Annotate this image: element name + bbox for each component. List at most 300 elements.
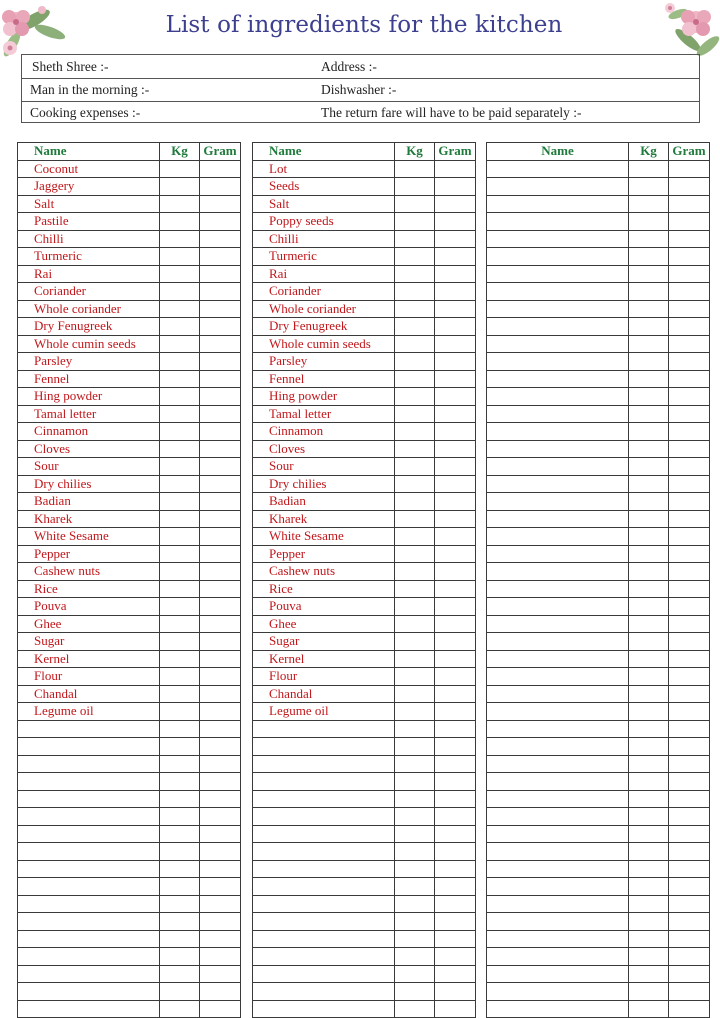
kg-cell[interactable] xyxy=(160,493,200,511)
kg-cell[interactable] xyxy=(395,580,435,598)
kg-cell[interactable] xyxy=(395,790,435,808)
kg-cell[interactable] xyxy=(160,545,200,563)
gram-cell[interactable] xyxy=(200,160,241,178)
kg-cell[interactable] xyxy=(629,178,669,196)
gram-cell[interactable] xyxy=(435,738,476,756)
gram-cell[interactable] xyxy=(435,720,476,738)
kg-cell[interactable] xyxy=(160,650,200,668)
gram-cell[interactable] xyxy=(200,633,241,651)
kg-cell[interactable] xyxy=(160,248,200,266)
gram-cell[interactable] xyxy=(200,930,241,948)
gram-cell[interactable] xyxy=(435,948,476,966)
kg-cell[interactable] xyxy=(629,895,669,913)
gram-cell[interactable] xyxy=(435,248,476,266)
kg-cell[interactable] xyxy=(629,598,669,616)
kg-cell[interactable] xyxy=(160,178,200,196)
gram-cell[interactable] xyxy=(435,178,476,196)
kg-cell[interactable] xyxy=(629,335,669,353)
gram-cell[interactable] xyxy=(435,615,476,633)
kg-cell[interactable] xyxy=(160,440,200,458)
gram-cell[interactable] xyxy=(435,545,476,563)
gram-cell[interactable] xyxy=(200,860,241,878)
kg-cell[interactable] xyxy=(629,668,669,686)
gram-cell[interactable] xyxy=(200,703,241,721)
gram-cell[interactable] xyxy=(435,930,476,948)
gram-cell[interactable] xyxy=(200,615,241,633)
kg-cell[interactable] xyxy=(395,283,435,301)
kg-cell[interactable] xyxy=(160,965,200,983)
gram-cell[interactable] xyxy=(669,353,710,371)
kg-cell[interactable] xyxy=(629,1000,669,1018)
gram-cell[interactable] xyxy=(200,545,241,563)
gram-cell[interactable] xyxy=(669,598,710,616)
gram-cell[interactable] xyxy=(200,808,241,826)
kg-cell[interactable] xyxy=(629,283,669,301)
gram-cell[interactable] xyxy=(200,790,241,808)
gram-cell[interactable] xyxy=(435,598,476,616)
gram-cell[interactable] xyxy=(435,860,476,878)
column-header-gram: Gram xyxy=(200,143,241,161)
gram-cell[interactable] xyxy=(200,195,241,213)
kg-cell[interactable] xyxy=(629,545,669,563)
gram-cell[interactable] xyxy=(435,335,476,353)
kg-cell[interactable] xyxy=(395,440,435,458)
gram-cell[interactable] xyxy=(435,370,476,388)
gram-cell[interactable] xyxy=(200,283,241,301)
kg-cell[interactable] xyxy=(160,860,200,878)
kg-cell[interactable] xyxy=(629,843,669,861)
gram-cell[interactable] xyxy=(669,493,710,511)
gram-cell[interactable] xyxy=(200,248,241,266)
kg-cell[interactable] xyxy=(395,405,435,423)
kg-cell[interactable] xyxy=(160,388,200,406)
kg-cell[interactable] xyxy=(395,983,435,1001)
kg-cell[interactable] xyxy=(629,353,669,371)
kg-cell[interactable] xyxy=(160,318,200,336)
kg-cell[interactable] xyxy=(160,405,200,423)
gram-cell[interactable] xyxy=(200,230,241,248)
gram-cell[interactable] xyxy=(669,423,710,441)
kg-cell[interactable] xyxy=(395,178,435,196)
kg-cell[interactable] xyxy=(395,318,435,336)
table-row xyxy=(487,248,710,266)
gram-cell[interactable] xyxy=(200,843,241,861)
gram-cell[interactable] xyxy=(435,668,476,686)
kg-cell[interactable] xyxy=(395,948,435,966)
kg-cell[interactable] xyxy=(395,895,435,913)
gram-cell[interactable] xyxy=(669,983,710,1001)
kg-cell[interactable] xyxy=(160,283,200,301)
kg-cell[interactable] xyxy=(395,388,435,406)
gram-cell[interactable] xyxy=(669,475,710,493)
kg-cell[interactable] xyxy=(160,230,200,248)
gram-cell[interactable] xyxy=(669,755,710,773)
gram-cell[interactable] xyxy=(435,773,476,791)
kg-cell[interactable] xyxy=(160,615,200,633)
kg-cell[interactable] xyxy=(629,248,669,266)
kg-cell[interactable] xyxy=(395,510,435,528)
gram-cell[interactable] xyxy=(435,878,476,896)
kg-cell[interactable] xyxy=(395,860,435,878)
gram-cell[interactable] xyxy=(669,650,710,668)
gram-cell[interactable] xyxy=(435,843,476,861)
kg-cell[interactable] xyxy=(629,860,669,878)
gram-cell[interactable] xyxy=(669,843,710,861)
gram-cell[interactable] xyxy=(200,825,241,843)
gram-cell[interactable] xyxy=(200,913,241,931)
gram-cell[interactable] xyxy=(669,545,710,563)
gram-cell[interactable] xyxy=(200,493,241,511)
kg-cell[interactable] xyxy=(629,563,669,581)
gram-cell[interactable] xyxy=(200,895,241,913)
kg-cell[interactable] xyxy=(395,668,435,686)
kg-cell[interactable] xyxy=(629,773,669,791)
kg-cell[interactable] xyxy=(395,685,435,703)
gram-cell[interactable] xyxy=(435,965,476,983)
gram-cell[interactable] xyxy=(435,703,476,721)
kg-cell[interactable] xyxy=(160,475,200,493)
kg-cell[interactable] xyxy=(160,930,200,948)
kg-cell[interactable] xyxy=(629,738,669,756)
kg-cell[interactable] xyxy=(160,843,200,861)
gram-cell[interactable] xyxy=(200,300,241,318)
kg-cell[interactable] xyxy=(629,878,669,896)
gram-cell[interactable] xyxy=(669,965,710,983)
gram-cell[interactable] xyxy=(435,160,476,178)
gram-cell[interactable] xyxy=(200,598,241,616)
gram-cell[interactable] xyxy=(669,160,710,178)
gram-cell[interactable] xyxy=(200,720,241,738)
gram-cell[interactable] xyxy=(669,685,710,703)
kg-cell[interactable] xyxy=(629,370,669,388)
gram-cell[interactable] xyxy=(669,283,710,301)
kg-cell[interactable] xyxy=(160,808,200,826)
kg-cell[interactable] xyxy=(395,703,435,721)
kg-cell[interactable] xyxy=(395,965,435,983)
gram-cell[interactable] xyxy=(669,860,710,878)
kg-cell[interactable] xyxy=(160,563,200,581)
gram-cell[interactable] xyxy=(669,388,710,406)
gram-cell[interactable] xyxy=(435,405,476,423)
kg-cell[interactable] xyxy=(629,755,669,773)
kg-cell[interactable] xyxy=(395,230,435,248)
kg-cell[interactable] xyxy=(629,458,669,476)
gram-cell[interactable] xyxy=(669,895,710,913)
gram-cell[interactable] xyxy=(200,983,241,1001)
kg-cell[interactable] xyxy=(629,948,669,966)
kg-cell[interactable] xyxy=(629,930,669,948)
gram-cell[interactable] xyxy=(669,703,710,721)
gram-cell[interactable] xyxy=(200,405,241,423)
gram-cell[interactable] xyxy=(200,650,241,668)
gram-cell[interactable] xyxy=(669,230,710,248)
kg-cell[interactable] xyxy=(629,265,669,283)
kg-cell[interactable] xyxy=(395,720,435,738)
kg-cell[interactable] xyxy=(160,370,200,388)
gram-cell[interactable] xyxy=(435,230,476,248)
gram-cell[interactable] xyxy=(669,510,710,528)
kg-cell[interactable] xyxy=(629,720,669,738)
kg-cell[interactable] xyxy=(395,878,435,896)
ingredient-name-cell xyxy=(18,965,160,983)
gram-cell[interactable] xyxy=(200,265,241,283)
gram-cell[interactable] xyxy=(200,370,241,388)
gram-cell[interactable] xyxy=(669,265,710,283)
kg-cell[interactable] xyxy=(160,668,200,686)
kg-cell[interactable] xyxy=(160,913,200,931)
kg-cell[interactable] xyxy=(629,318,669,336)
gram-cell[interactable] xyxy=(200,318,241,336)
gram-cell[interactable] xyxy=(669,213,710,231)
kg-cell[interactable] xyxy=(395,458,435,476)
kg-cell[interactable] xyxy=(629,808,669,826)
kg-cell[interactable] xyxy=(629,790,669,808)
gram-cell[interactable] xyxy=(200,1000,241,1018)
gram-cell[interactable] xyxy=(200,440,241,458)
kg-cell[interactable] xyxy=(395,528,435,546)
gram-cell[interactable] xyxy=(669,878,710,896)
gram-cell[interactable] xyxy=(669,405,710,423)
gram-cell[interactable] xyxy=(669,458,710,476)
gram-cell[interactable] xyxy=(200,423,241,441)
gram-cell[interactable] xyxy=(435,790,476,808)
kg-cell[interactable] xyxy=(160,510,200,528)
gram-cell[interactable] xyxy=(200,965,241,983)
kg-cell[interactable] xyxy=(395,773,435,791)
kg-cell[interactable] xyxy=(629,213,669,231)
kg-cell[interactable] xyxy=(395,930,435,948)
kg-cell[interactable] xyxy=(395,493,435,511)
gram-cell[interactable] xyxy=(669,913,710,931)
gram-cell[interactable] xyxy=(435,1000,476,1018)
kg-cell[interactable] xyxy=(629,965,669,983)
kg-cell[interactable] xyxy=(160,353,200,371)
gram-cell[interactable] xyxy=(200,178,241,196)
gram-cell[interactable] xyxy=(669,948,710,966)
gram-cell[interactable] xyxy=(435,755,476,773)
kg-cell[interactable] xyxy=(160,1000,200,1018)
kg-cell[interactable] xyxy=(160,528,200,546)
gram-cell[interactable] xyxy=(435,563,476,581)
gram-cell[interactable] xyxy=(435,510,476,528)
gram-cell[interactable] xyxy=(435,580,476,598)
gram-cell[interactable] xyxy=(435,440,476,458)
gram-cell[interactable] xyxy=(435,895,476,913)
table-row xyxy=(253,475,476,493)
gram-cell[interactable] xyxy=(669,318,710,336)
gram-cell[interactable] xyxy=(435,493,476,511)
gram-cell[interactable] xyxy=(200,773,241,791)
gram-cell[interactable] xyxy=(200,335,241,353)
kg-cell[interactable] xyxy=(629,913,669,931)
gram-cell[interactable] xyxy=(669,790,710,808)
kg-cell[interactable] xyxy=(629,405,669,423)
gram-cell[interactable] xyxy=(200,458,241,476)
kg-cell[interactable] xyxy=(395,563,435,581)
gram-cell[interactable] xyxy=(435,195,476,213)
kg-cell[interactable] xyxy=(160,983,200,1001)
kg-cell[interactable] xyxy=(629,983,669,1001)
kg-cell[interactable] xyxy=(395,738,435,756)
gram-cell[interactable] xyxy=(669,720,710,738)
kg-cell[interactable] xyxy=(395,755,435,773)
kg-cell[interactable] xyxy=(395,808,435,826)
kg-cell[interactable] xyxy=(395,353,435,371)
gram-cell[interactable] xyxy=(669,178,710,196)
kg-cell[interactable] xyxy=(160,773,200,791)
gram-cell[interactable] xyxy=(669,300,710,318)
kg-cell[interactable] xyxy=(395,265,435,283)
kg-cell[interactable] xyxy=(160,755,200,773)
kg-cell[interactable] xyxy=(160,825,200,843)
gram-cell[interactable] xyxy=(200,878,241,896)
kg-cell[interactable] xyxy=(629,493,669,511)
gram-cell[interactable] xyxy=(669,773,710,791)
kg-cell[interactable] xyxy=(160,895,200,913)
gram-cell[interactable] xyxy=(669,563,710,581)
kg-cell[interactable] xyxy=(395,545,435,563)
gram-cell[interactable] xyxy=(435,458,476,476)
kg-cell[interactable] xyxy=(395,650,435,668)
kg-cell[interactable] xyxy=(395,248,435,266)
kg-cell[interactable] xyxy=(160,948,200,966)
kg-cell[interactable] xyxy=(395,825,435,843)
kg-cell[interactable] xyxy=(160,738,200,756)
kg-cell[interactable] xyxy=(395,423,435,441)
kg-cell[interactable] xyxy=(395,1000,435,1018)
gram-cell[interactable] xyxy=(200,563,241,581)
kg-cell[interactable] xyxy=(160,213,200,231)
gram-cell[interactable] xyxy=(669,633,710,651)
kg-cell[interactable] xyxy=(160,423,200,441)
gram-cell[interactable] xyxy=(669,528,710,546)
kg-cell[interactable] xyxy=(629,475,669,493)
kg-cell[interactable] xyxy=(629,650,669,668)
gram-cell[interactable] xyxy=(200,510,241,528)
kg-cell[interactable] xyxy=(160,720,200,738)
kg-cell[interactable] xyxy=(395,370,435,388)
gram-cell[interactable] xyxy=(435,265,476,283)
gram-cell[interactable] xyxy=(669,615,710,633)
gram-cell[interactable] xyxy=(669,248,710,266)
ingredient-name-cell xyxy=(18,860,160,878)
gram-cell[interactable] xyxy=(200,353,241,371)
gram-cell[interactable] xyxy=(435,475,476,493)
kg-cell[interactable] xyxy=(395,615,435,633)
kg-cell[interactable] xyxy=(160,265,200,283)
gram-cell[interactable] xyxy=(435,423,476,441)
kg-cell[interactable] xyxy=(395,195,435,213)
kg-cell[interactable] xyxy=(395,598,435,616)
gram-cell[interactable] xyxy=(669,738,710,756)
gram-cell[interactable] xyxy=(435,528,476,546)
kg-cell[interactable] xyxy=(629,195,669,213)
kg-cell[interactable] xyxy=(629,160,669,178)
kg-cell[interactable] xyxy=(629,440,669,458)
gram-cell[interactable] xyxy=(435,213,476,231)
kg-cell[interactable] xyxy=(629,633,669,651)
gram-cell[interactable] xyxy=(435,685,476,703)
gram-cell[interactable] xyxy=(200,388,241,406)
gram-cell[interactable] xyxy=(435,283,476,301)
gram-cell[interactable] xyxy=(669,808,710,826)
kg-cell[interactable] xyxy=(629,615,669,633)
kg-cell[interactable] xyxy=(629,580,669,598)
kg-cell[interactable] xyxy=(629,703,669,721)
kg-cell[interactable] xyxy=(629,528,669,546)
kg-cell[interactable] xyxy=(160,633,200,651)
kg-cell[interactable] xyxy=(395,335,435,353)
gram-cell[interactable] xyxy=(200,213,241,231)
kg-cell[interactable] xyxy=(160,685,200,703)
kg-cell[interactable] xyxy=(395,843,435,861)
kg-cell[interactable] xyxy=(160,458,200,476)
kg-cell[interactable] xyxy=(629,300,669,318)
gram-cell[interactable] xyxy=(435,650,476,668)
kg-cell[interactable] xyxy=(629,388,669,406)
gram-cell[interactable] xyxy=(200,528,241,546)
gram-cell[interactable] xyxy=(200,580,241,598)
gram-cell[interactable] xyxy=(669,930,710,948)
gram-cell[interactable] xyxy=(435,633,476,651)
kg-cell[interactable] xyxy=(160,300,200,318)
kg-cell[interactable] xyxy=(160,878,200,896)
gram-cell[interactable] xyxy=(435,353,476,371)
kg-cell[interactable] xyxy=(395,300,435,318)
kg-cell[interactable] xyxy=(629,230,669,248)
kg-cell[interactable] xyxy=(629,825,669,843)
kg-cell[interactable] xyxy=(160,598,200,616)
kg-cell[interactable] xyxy=(395,213,435,231)
kg-cell[interactable] xyxy=(395,913,435,931)
kg-cell[interactable] xyxy=(629,510,669,528)
kg-cell[interactable] xyxy=(395,475,435,493)
gram-cell[interactable] xyxy=(435,300,476,318)
gram-cell[interactable] xyxy=(669,440,710,458)
kg-cell[interactable] xyxy=(160,195,200,213)
kg-cell[interactable] xyxy=(160,335,200,353)
gram-cell[interactable] xyxy=(669,1000,710,1018)
gram-cell[interactable] xyxy=(669,370,710,388)
kg-cell[interactable] xyxy=(160,703,200,721)
gram-cell[interactable] xyxy=(200,755,241,773)
gram-cell[interactable] xyxy=(200,475,241,493)
gram-cell[interactable] xyxy=(435,825,476,843)
gram-cell[interactable] xyxy=(669,668,710,686)
gram-cell[interactable] xyxy=(435,808,476,826)
gram-cell[interactable] xyxy=(435,388,476,406)
kg-cell[interactable] xyxy=(160,580,200,598)
gram-cell[interactable] xyxy=(200,668,241,686)
kg-cell[interactable] xyxy=(629,685,669,703)
gram-cell[interactable] xyxy=(669,580,710,598)
gram-cell[interactable] xyxy=(200,948,241,966)
kg-cell[interactable] xyxy=(160,790,200,808)
kg-cell[interactable] xyxy=(395,160,435,178)
gram-cell[interactable] xyxy=(669,825,710,843)
gram-cell[interactable] xyxy=(435,913,476,931)
gram-cell[interactable] xyxy=(669,195,710,213)
kg-cell[interactable] xyxy=(160,160,200,178)
gram-cell[interactable] xyxy=(669,335,710,353)
kg-cell[interactable] xyxy=(629,423,669,441)
table-row xyxy=(253,1000,476,1018)
gram-cell[interactable] xyxy=(435,983,476,1001)
gram-cell[interactable] xyxy=(435,318,476,336)
gram-cell[interactable] xyxy=(200,685,241,703)
kg-cell[interactable] xyxy=(395,633,435,651)
gram-cell[interactable] xyxy=(200,738,241,756)
